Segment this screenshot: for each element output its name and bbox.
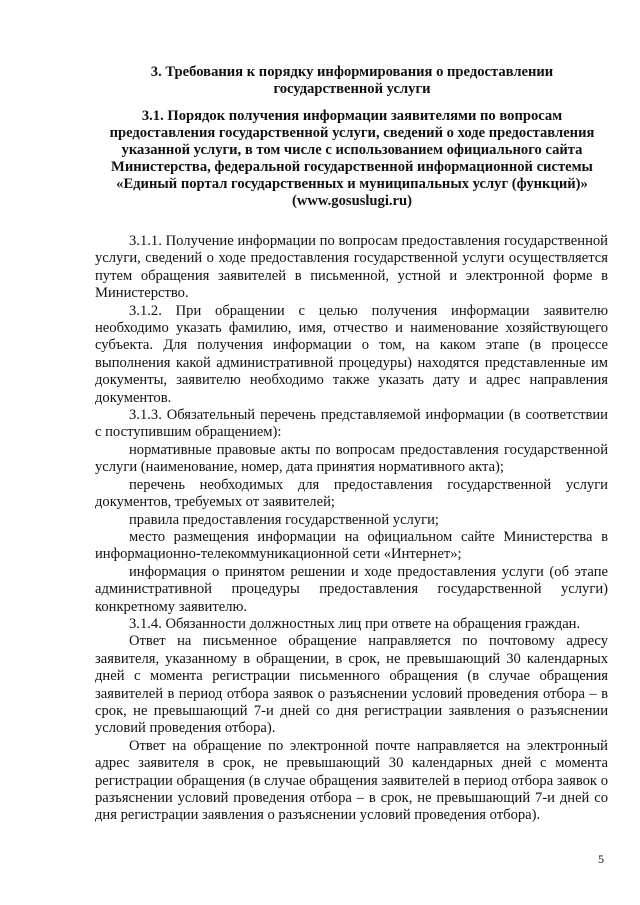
list-item-required-documents: перечень необходимых для предоставления государственной услуги документов, требуемых от заявителей;: [95, 476, 608, 511]
list-item-service-rules: правила предоставления государственной услуги;: [129, 511, 439, 528]
list-item-website-location: место размещения информации на официальном сайте Министерства в информационно-телекоммуникационной сети «Интернет»;: [95, 528, 608, 563]
document-body: [95, 233, 608, 825]
paragraph-3-1-4: 3.1.4. Обязанности должностных лиц при ответе на обращения граждан.: [129, 615, 581, 632]
section-heading: 3. Требования к порядку информирования о предоставлении государственной услуги: [150, 64, 554, 97]
paragraph-written-response: Ответ на письменное обращение направляется по почтовому адресу заявителя, указанному в обращении, в срок, не превышающий 30 календарных дней с момента регистрации письменного обращения (в случае обращения заявителей в период отбора заявок о разъяснении условий проведения отбора – в срок, не превышающий 7-и дней со дня регистрации заявления о разъяснении условий проведения отбора).: [95, 633, 608, 737]
subsection-heading: 3.1. Порядок получения информации заявителями по вопросам предоставления государственной услуги, сведений о ходе предоставления указанной услуги, в том числе с использованием официального сайта Министерства, федеральной государственной информационной системы «Единый портал государственных и муниципальных услуг (функций)» (www.gosuslugi.ru): [109, 108, 595, 209]
paragraph-email-response: Ответ на обращение по электронной почте направляется на электронный адрес заявителя в срок, не превышающий 30 календарных дней с момента регистрации обращения (в случае обращения заявителей в период отбора заявок о разъяснении условий проведения отбора – в срок, не превышающий 7-и дней со дня регистрации заявления о разъяснении условий проведения отбора).: [95, 737, 608, 824]
list-item-decision-info: информация о принятом решении и ходе предоставления услуги (об этапе административной процедуры предоставления государственной услуги) конкретному заявителю.: [95, 563, 608, 615]
paragraph-3-1-3: 3.1.3. Обязательный перечень представляемой информации (в соответствии с поступившим обращением):: [95, 407, 608, 441]
paragraph-3-1-1: 3.1.1. Получение информации по вопросам предоставления государственной услуги, сведений о ходе предоставления государственной услуги осуществляется путем обращения заявителей в письменной, устной и электронной форме в Министерство.: [95, 233, 608, 302]
list-item-normative-acts: нормативные правовые акты по вопросам предоставления государственной услуги (наименование, номер, дата принятия нормативного акта);: [95, 441, 608, 476]
paragraph-3-1-2: 3.1.2. При обращении с целью получения информации заявителю необходимо указать фамилию, имя, отчество и наименование хозяйствующего субъекта. Для получения информации о том, на каком этапе (в процессе выполнения какой административной процедуры) находятся представленные им документы, заявителю необходимо также указать дату и адрес направления документов.: [95, 302, 608, 406]
page-number: 5: [598, 852, 604, 866]
